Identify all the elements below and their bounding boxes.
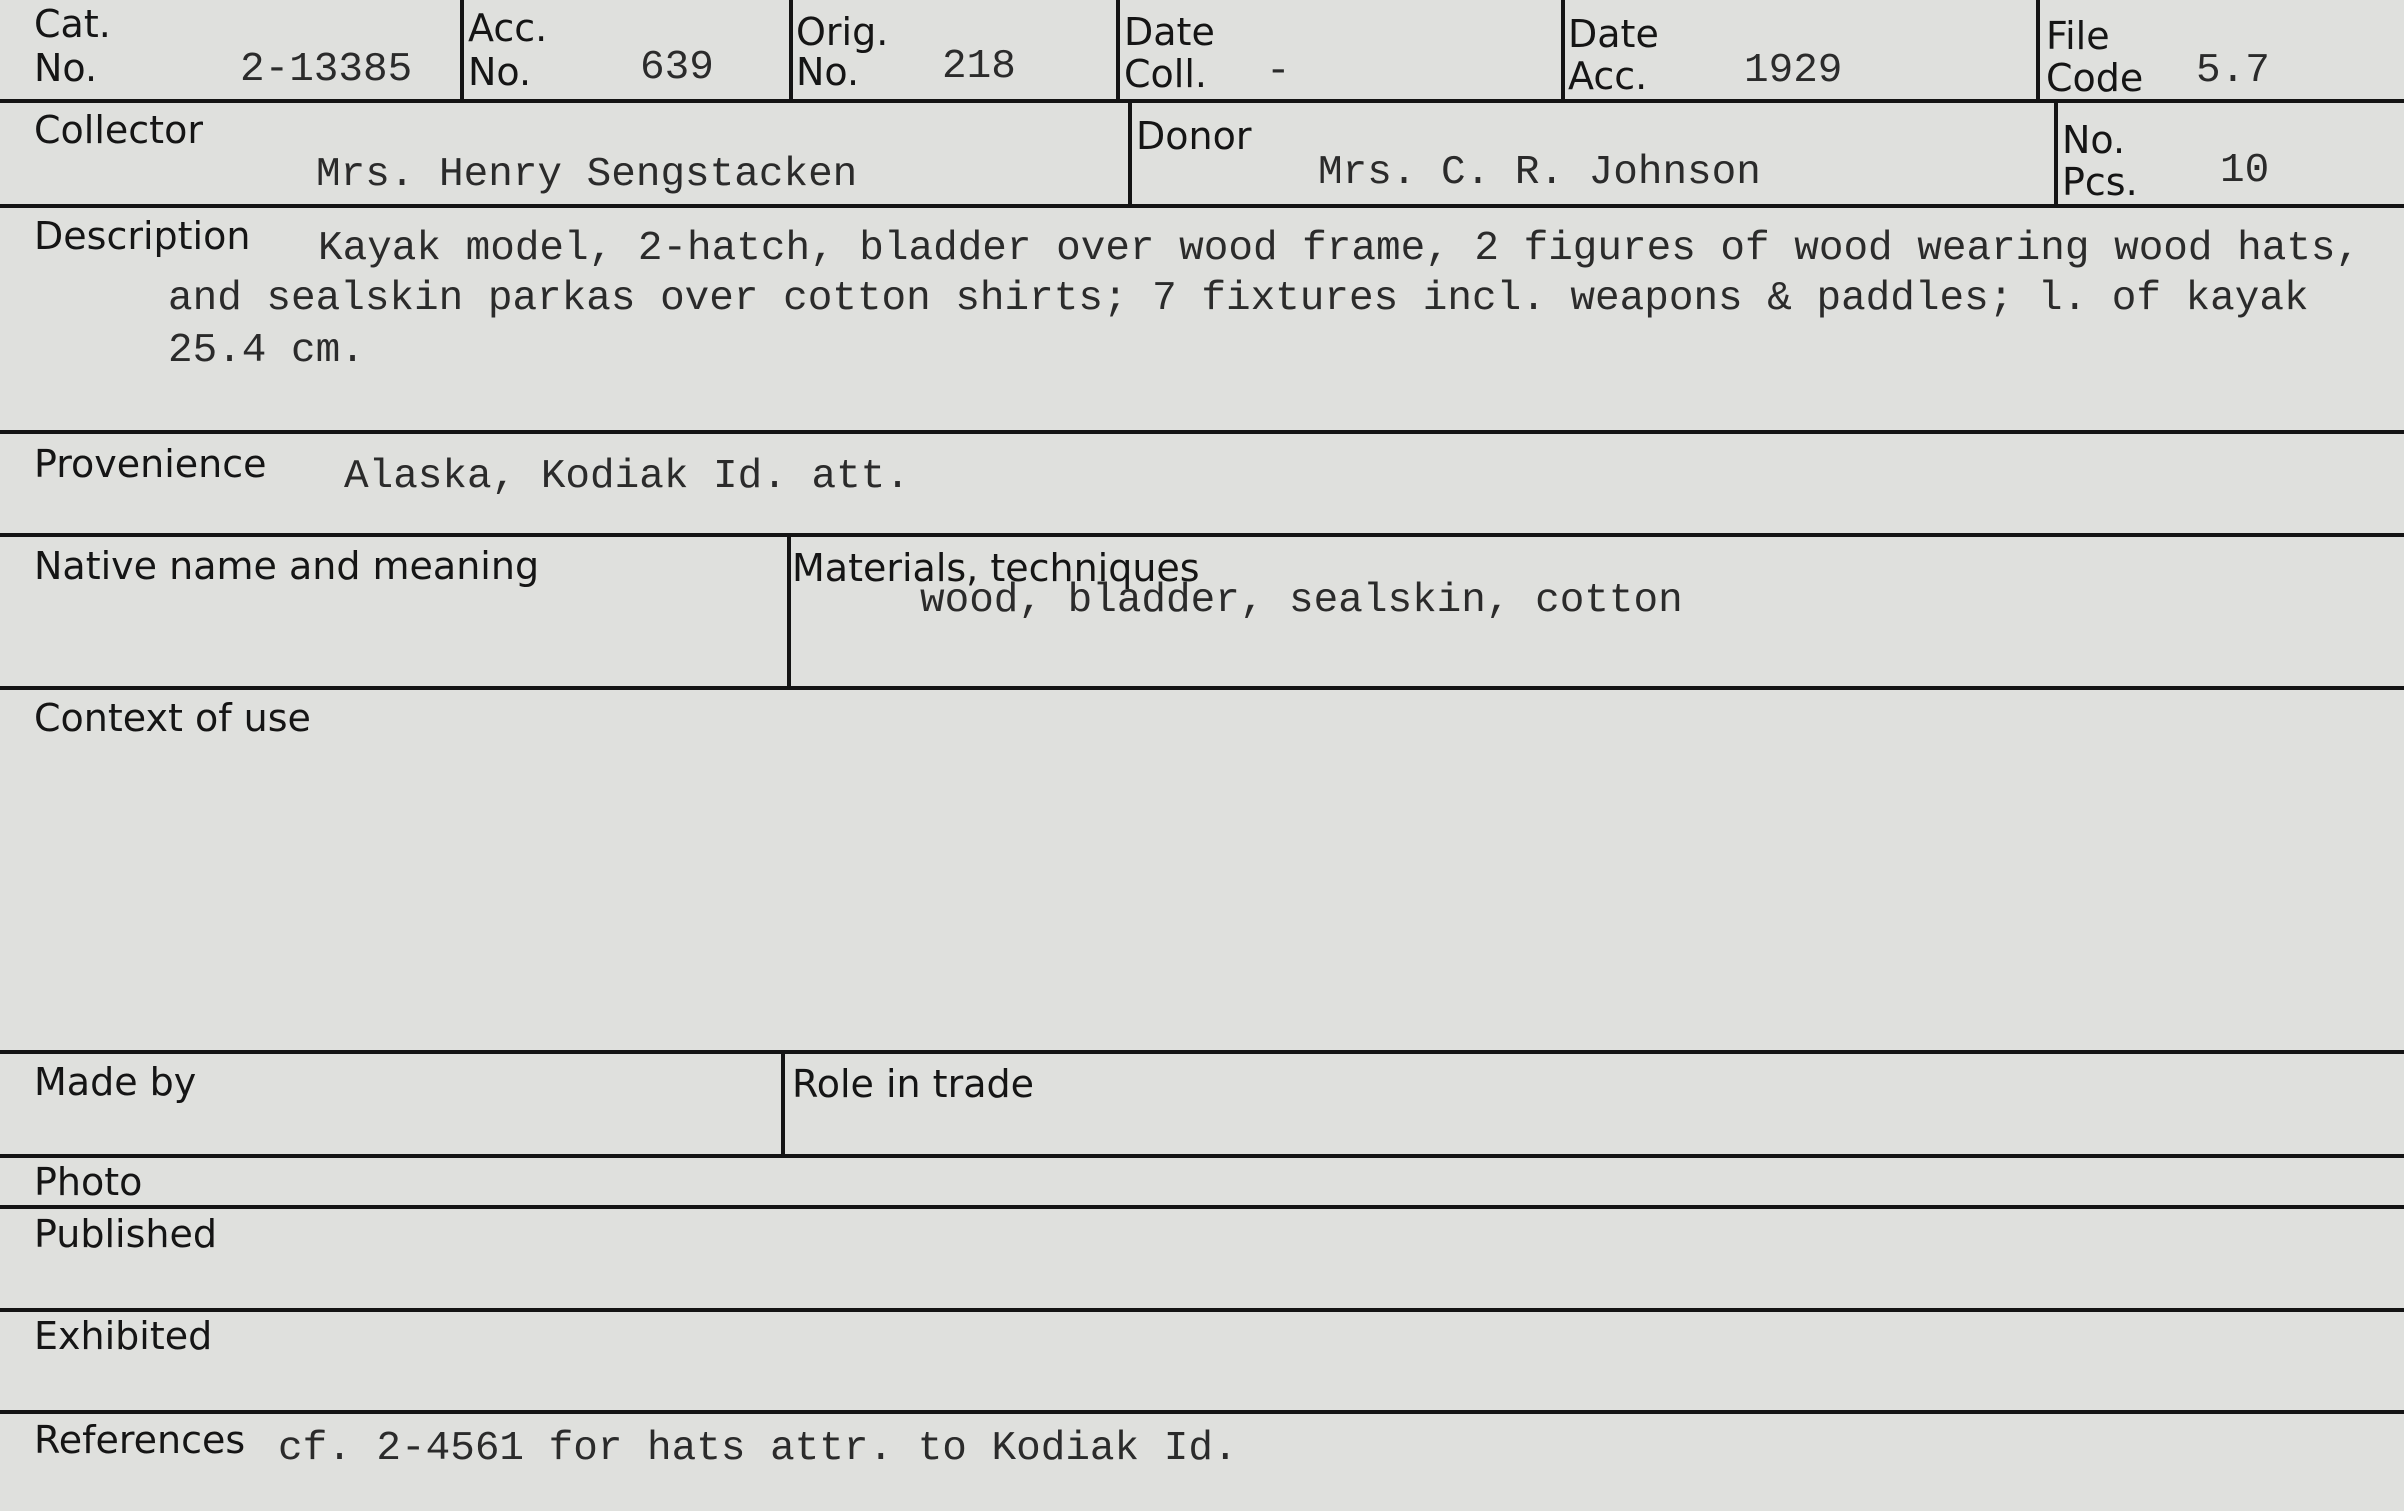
- file-code-label: File: [2046, 14, 2110, 58]
- provenience-label: Provenience: [34, 442, 267, 486]
- rule: [0, 533, 2404, 537]
- orig-no-label: No.: [796, 50, 860, 94]
- made-by-label: Made by: [34, 1060, 197, 1104]
- description-line-3: 25.4 cm.: [168, 328, 365, 374]
- cat-no-value: 2-13385: [240, 47, 413, 93]
- photo-label: Photo: [34, 1160, 143, 1204]
- rule: [2036, 0, 2040, 103]
- exhibited-label: Exhibited: [34, 1314, 213, 1358]
- rule: [0, 204, 2404, 208]
- acc-no-value: 639: [640, 45, 714, 91]
- donor-value: Mrs. C. R. Johnson: [1318, 150, 1761, 196]
- date-acc-label: Date: [1568, 12, 1659, 56]
- collector-value: Mrs. Henry Sengstacken: [316, 152, 858, 198]
- rule: [1128, 99, 1132, 208]
- date-coll-label: Date: [1124, 10, 1215, 54]
- rule: [0, 1205, 2404, 1209]
- rule: [1116, 0, 1120, 103]
- context-label: Context of use: [34, 696, 311, 740]
- rule: [0, 1410, 2404, 1414]
- native-name-label: Native name and meaning: [34, 544, 540, 588]
- donor-label: Donor: [1136, 114, 1252, 158]
- materials-label: Materials, techniques: [792, 546, 1200, 590]
- rule: [0, 99, 2404, 103]
- orig-no-label: Orig.: [796, 10, 889, 54]
- rule: [0, 430, 2404, 434]
- rule: [787, 533, 791, 690]
- orig-no-value: 218: [942, 44, 1016, 90]
- date-acc-value: 1929: [1744, 48, 1843, 94]
- date-acc-label: Acc.: [1568, 54, 1648, 98]
- rule: [0, 1154, 2404, 1158]
- rule: [0, 686, 2404, 690]
- rule: [781, 1050, 785, 1158]
- description-line-1: Kayak model, 2-hatch, bladder over wood frame, 2 figures of wood wearing wood hats,: [318, 226, 2361, 272]
- materials-value: wood, bladder, sealskin, cotton: [920, 578, 1683, 624]
- references-label: References: [34, 1418, 246, 1462]
- references-value: cf. 2-4561 for hats attr. to Kodiak Id.: [278, 1426, 1238, 1472]
- published-label: Published: [34, 1212, 217, 1256]
- acc-no-label: No.: [468, 50, 532, 94]
- rule: [0, 1308, 2404, 1312]
- pieces-value: 10: [2220, 148, 2270, 194]
- rule: [789, 0, 793, 103]
- pieces-label: No.: [2062, 118, 2126, 162]
- description-line-2: and sealskin parkas over cotton shirts; 7 fixtures incl. weapons & paddles; l. of kayak: [168, 276, 2309, 322]
- rule: [0, 1050, 2404, 1054]
- collector-label: Collector: [34, 108, 203, 152]
- date-coll-label: Coll.: [1124, 52, 1207, 96]
- rule: [2054, 99, 2058, 208]
- file-code-label: Code: [2046, 56, 2144, 100]
- description-label: Description: [34, 214, 251, 258]
- pieces-label: Pcs.: [2062, 160, 2138, 204]
- rule: [1561, 0, 1565, 103]
- date-coll-value: -: [1266, 49, 1291, 95]
- acc-no-label: Acc.: [468, 6, 548, 50]
- rule: [460, 0, 464, 103]
- role-in-trade-label: Role in trade: [792, 1062, 1034, 1106]
- cat-no-label: No.: [34, 46, 98, 90]
- cat-no-label: Cat.: [34, 2, 111, 46]
- provenience-value: Alaska, Kodiak Id. att.: [344, 454, 910, 500]
- file-code-value: 5.7: [2196, 48, 2270, 94]
